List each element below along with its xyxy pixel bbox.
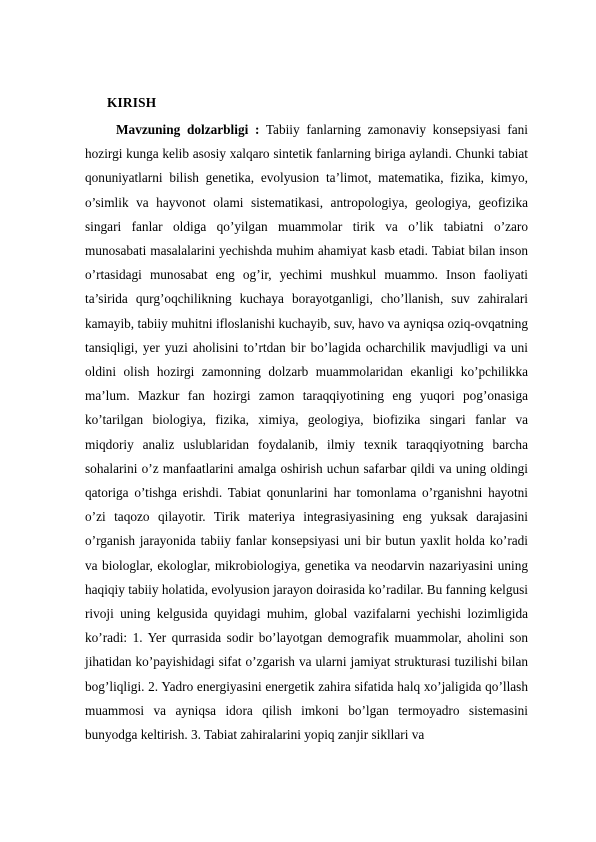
paragraph-text: Tabiiy fanlarning zamonaviy konsepsiyasi fani hozirgi kunga kelib asosiy xalqaro sintetik fanlarning biriga aylandi. Chunki tabiat qonuniyatlarni bilish genetika, evolyusion ta’limot, matematika, fizika, kimyo, o’simlik va hayvonot olami sistematikasi, antropologiya, geologiya, geofizika singari fanlar oldiga qo’yilgan muammolar tirik va o’lik tabiatni o’zaro munosabati masalalarini yechishda muhim ahamiyat kasb etadi. Tabiat bilan inson o’rtasidagi munosabat eng og’ir, yechimi mushkul muammo. Inson faoliyati ta’sirida qurg’oqchilikning kuchaya borayotganligi, cho’llanish, suv zahiralari kamayib, tabiiy muhitni ifloslanishi kuchayib, suv, havo va ayniqsa oziq-ovqatning tansiqligi, yer yuzi aholisini to’rtdan bir bo’lagida ocharchilik mavjudligi va uni oldini olish hozirgi zamonning dolzarb muammolaridan ekanligi ko’pchilikka ma’lum. Mazkur fan hozirgi zamon taraqqiyotining eng yuqori pog’onasiga ko’tarilgan biologiya, fizika, ximiya, geologiya, biofizika singari fanlar va miqdoriy analiz uslublaridan foydalanib, ilmiy texnik taraqqiyotning barcha sohalarini o’z manfaatlarini amalga oshirish uchun safarbar qildi va uning oldingi qatoriga o’tishga erishdi. Tabiat qonunlarini har tomonlama o’rganishni hayotni o’zi taqozo qilayotir. Tirik materiya integrasiyasining eng yuksak darajasini o’rganish jarayonida tabiiy fanlar konsepsiyasi uni bir butun yaxlit holda ko’radi va biologlar, ekologlar, mikrobiologiya, genetika va neodarvin nazariyasini uning haqiqiy tabiiy holatida, evolyusion jarayon doirasida ko’radilar. Bu fanning kelgusi rivoji uning kelgusida quyidagi muhim, global vazifalarni yechishi lozimligida ko’radi: 1. Yer qurrasida sodir bo’layotgan demografik muammolar, aholini son jihatidan ko’payishidagi sifat o’zgarish va ularni jamiyat strukturasi tuzilishi bilan bog’liqligi. 2. Yadro energiyasini energetik zahira sifatida halq xo’jaligida qo’llash muammosi va ayniqsa idora qilish imkoni bo’lgan termoyadro sistemasini bunyodga keltirish. 3. Tabiat zahiralarini yopiq zanjir sikllari va bbox=[85, 122, 529, 743]
lead-phrase: Mavzuning dolzarbligi : bbox=[116, 122, 260, 137]
body-paragraph bbox=[85, 118, 528, 747]
section-heading: KIRISH bbox=[107, 95, 157, 110]
